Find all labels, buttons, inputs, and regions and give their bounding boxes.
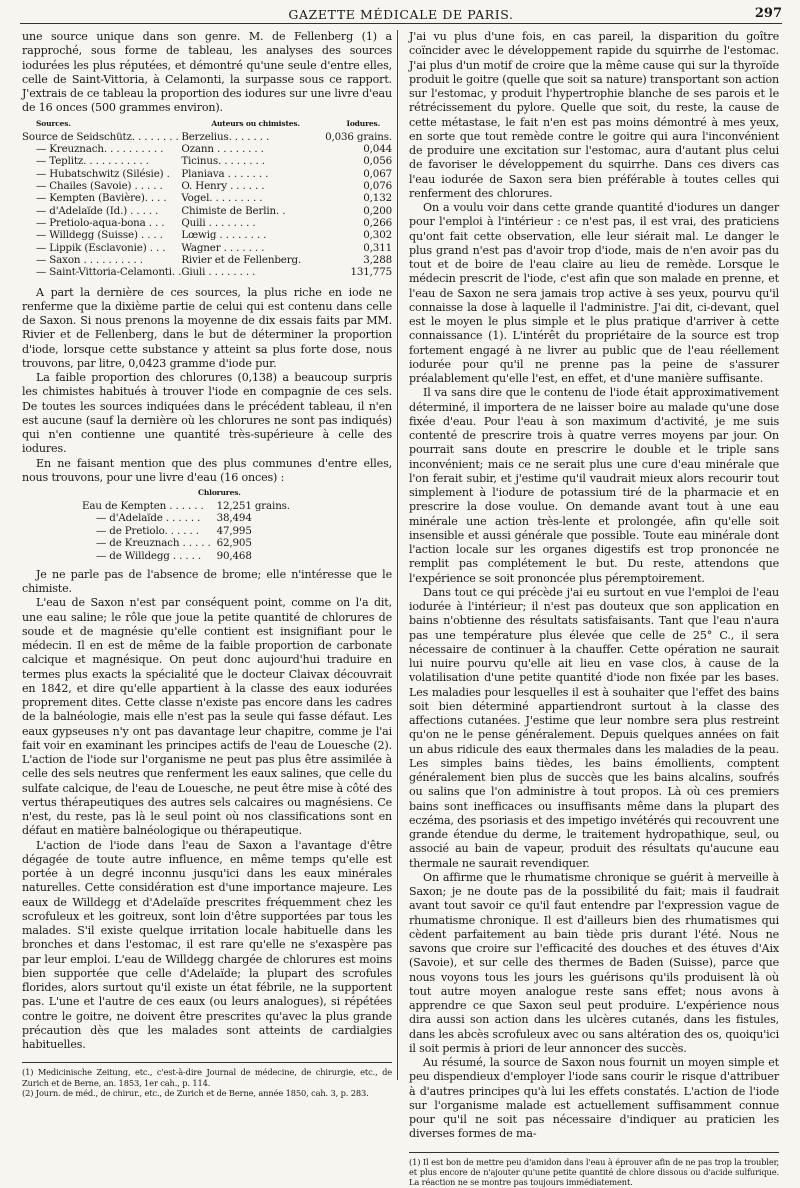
- source-cell: — Lippik (Esclavonie) . . .: [36, 241, 166, 254]
- author-cell: Quili . . . . . . . .: [181, 216, 256, 229]
- source-cell: — Kempten (Bavière). . . .: [36, 192, 167, 205]
- paragraph: L'eau de Saxon n'est par conséquent point, comme on l'a dit, une eau saline; le rôle que joue la petite quantité de chlorures de soude et de magnésie qu'elle contient est insignifiant pour le médecin. Il en est de même de la faible proportion de carbonate calcique et magnésique. On peut donc aujourd'hui traduire en termes plus exacts la spécialité que le docteur Claivax découvrait en 1842, et dire qu'elle appartient à la classe des eaux iodurées proprement dites. Cette classe n'existe pas encore dans les cadres de la balnéologie, mais elle n'est pas la seule qui fasse défaut. Les eaux gypseuses n'y ont pas davantage leur chapitre, comme je l'ai fait voir en examinant les principes actifs de l'eau de Louesche (2). L'action de l'iode sur l'organisme ne peut pas plus être assimilée à celle des sels neutres que renferment les eaux salines, que celle du sulfate calcique, de l'eau de Louesche, ne peut être mise à côté des vertus thérapeutiques des autres sels calcaires ou magnésiens. Ce n'est, du reste, pas là le seul point où nos classifications sont en défaut en matière balnéologique ou thérapeutique.: [22, 596, 392, 838]
- chloride-value-cell: 38,494: [216, 512, 252, 525]
- water-cell: — de Pretiolo. . . . . .: [96, 524, 199, 537]
- table-row: [82, 500, 290, 512]
- chloride-value-cell: 47,995: [216, 524, 252, 537]
- paragraph: On affirme que le rhumatisme chronique se guérit à merveille à Saxon; je ne doute pas de la possibilité du fait; mais il faudrait avant tout savoir ce qu'il faut entendre par l'expression vague de rhumatisme chronique. Il est d'ailleurs bien des rhumatismes qui cèdent parfaitement au bain tiède pris durant l'été. Nous ne savons que croire sur l'efficacité des douches et des étuves d'Aix (Savoie), et sur celle des thermes de Baden (Suisse), parce que nous voyons tous les jours les guérisons qu'ils produisent là où tout autre moyen analogue reste sans effet; nous avons à apprendre ce que Saxon seul peut produire. L'expérience nous dira aussi son action dans les ulcères cutanés, dans les fistules, dans les abcès scrofuleux avec ou sans altération des os, quoiqu'ici il soit permis à priori de leur annoncer des succès.: [409, 870, 779, 1055]
- footnote: (1) Il est bon de mettre peu d'amidon dans l'eau à éprouver afin de ne pas trop la troubler, et plus encore de n'ajouter qu'une petite quantité de chlore dissous ou d'acide sulfurique. La réaction ne se montre pas toujours immédiatement.: [409, 1156, 779, 1188]
- table-row: [22, 266, 392, 278]
- paragraph: J'ai vu plus d'une fois, en cas pareil, la disparition du goître coïncider avec le développement rapide du squirrhe de l'estomac. J'ai plus d'un motif de croire que la même cause qui sur la thyroïde produit le goitre (quelle que soit sa nature) transportant son action sur l'estomac, y produit l'hypertrophie blanche de ses parois et le rétrécissement du pylore. Quelle que soit, du reste, la cause de cette métastase, le fait n'en est pas moins démontré à mes yeux, en sorte que tout remède contre le goitre qui aura l'inconvénient de produire une excitation sur l'estomac, aura d'autant plus celui de favoriser le développement du squirrhe. Dans ces divers cas l'eau iodurée de Saxon sera bien préférable à toutes celles qui renferment des chlorures.: [409, 30, 779, 200]
- iodide-value-cell: 0,132: [363, 192, 392, 205]
- iodide-value-cell: 3,288: [363, 253, 392, 266]
- source-cell: — d'Adelaïde (Id.) . . . . .: [36, 204, 159, 217]
- source-cell: — Pretiolo-aqua-bona . . .: [36, 216, 165, 229]
- iodide-value-cell: 0,266: [363, 216, 392, 229]
- paragraph: Dans tout ce qui précède j'ai eu surtout en vue l'emploi de l'eau iodurée à l'intérieur; il n'est pas douteux que son application en bains n'obtienne des résultats satisfaisants. Tant que l'eau n'aura pas une température plus élevée que celle de 25° C., il sera nécessaire de continuer à la chauffer. Cette opération ne saurait lui nuire pourvu qu'elle ait lieu en vase clos, à cause de la volatilisation d'une petite quantité d'iode non fixée par les bases. Les maladies pour lesquelles il est à souhaiter que l'effet des bains soit bien déterminé appartiendront surtout à la classe des affections cutanées. J'estime que leur nombre sera plus restreint qu'on ne le pense généralement. Depuis quelques années on fait un abus ridicule des eaux thermales dans les maladies de la peau. Les simples bains tièdes, les bains émollients, comptent généralement bien plus de succès que les bains alcalins, soufrés ou salins que l'on administre à tout propos. Là où ces premiers bains sont inefficaces ou insuffisants même dans la plupart des eczéma, des psoriasis et des impetigo invétérés qui recouvrent une grande étendue du derme, le traitement hydropathique, seul, ou associé au bain de vapeur, produit des résultats qu'aucune eau thermale ne saurait revendiquer.: [409, 585, 779, 870]
- author-cell: Ozann . . . . . . . .: [181, 142, 264, 155]
- source-cell: — Saxon . . . . . . . . . .: [36, 253, 143, 266]
- author-cell: Wagner . . . . . . .: [181, 241, 265, 254]
- water-cell: — d'Adelaïde . . . . . .: [96, 512, 201, 525]
- table-row: [22, 180, 392, 192]
- paragraph: Je ne parle pas de l'absence de brome; elle n'intéresse que le chimiste.: [22, 567, 392, 596]
- page-number: 297: [754, 6, 782, 21]
- table-body: [82, 500, 290, 562]
- table-row: [22, 217, 392, 229]
- source-cell: — Teplitz. . . . . . . . . . .: [36, 155, 149, 168]
- chlorides-table: [22, 488, 392, 562]
- footnote: (1) Medicinische Zeitung, etc., c'est-à-dire Journal de médecine, de chirurgie, etc., de Zurich et de Berne, an. 1853, 1er cah., p. 114.: [22, 1067, 392, 1088]
- table-row: [22, 168, 392, 180]
- paragraph: En ne faisant mention que des plus communes d'entre elles, nous trouvons, pour une livre d'eau (16 onces) :: [22, 456, 392, 484]
- table-row: [22, 242, 392, 254]
- author-cell: Chimiste de Berlin. .: [181, 204, 286, 217]
- column-header: Sources.: [36, 118, 71, 128]
- author-cell: Vogel. . . . . . . . .: [181, 192, 263, 205]
- footnote: (2) Journ. de méd., de chirur., etc., de Zurich et de Berne, année 1850, cah. 3, p. 283.: [22, 1088, 369, 1099]
- table-header-row: [22, 119, 392, 131]
- author-cell: Berzelius. . . . . . .: [181, 130, 270, 143]
- source-cell: — Kreuznach. . . . . . . . . .: [36, 142, 164, 155]
- table-row: [82, 550, 290, 562]
- author-cell: Rivier et de Fellenberg.: [181, 253, 302, 266]
- chloride-value-cell: 12,251 grains.: [216, 500, 290, 513]
- table-row: [22, 205, 392, 217]
- author-cell: Lœwig . . . . . . . .: [181, 229, 267, 242]
- page-header: [20, 4, 782, 24]
- table-row: [22, 131, 392, 143]
- table-row: [22, 143, 392, 155]
- table-row: [22, 155, 392, 167]
- iodide-value-cell: 0,200: [363, 204, 392, 217]
- column-header: Auteurs ou chimistes.: [211, 118, 300, 128]
- source-cell: Source de Seidschütz. . . . . . . .: [22, 130, 179, 143]
- paragraph: L'action de l'iode dans l'eau de Saxon a l'avantage d'être dégagée de toute autre influence, en même temps qu'elle est portée à un degré inconnu jusqu'ici dans les eaux minérales naturelles. Cette considération est d'une importance majeure. Les eaux de Willdegg et d'Adelaïde prescrites fréquemment chez les scrofuleux et les goitreux, sont loin d'être supportées par tous les malades. S'il existe quelque irritation locale habituelle dans les bronches et dans l'estomac, il est rare qu'elle ne s'exaspère pas par leur emploi. L'eau de Willdegg chargée de chlorures est moins bien supportée que celle d'Adelaïde; la plupart des scrofules florides, alors surtout qu'il existe un état fébrile, ne la supportent pas. L'une et l'autre de ces eaux (ou leurs analogues), si répétées contre le goitre, ne doivent être prescrites qu'avec la plus grande précaution dès que les malades sont atteints de cardialgies habituelles.: [22, 838, 392, 1052]
- source-cell: — Chailes (Savoie) . . . . .: [36, 179, 163, 192]
- water-cell: — de Willdegg . . . . .: [96, 549, 201, 562]
- paragraph: Au résumé, la source de Saxon nous fournit un moyen simple et peu dispendieux d'employer l'iode sans courir le risque d'attribuer à d'autres principes qu'à lui les effets constatés. L'action de l'iode sur l'organisme malade est actuellement suffisamment connue pour qu'il ne soit pas nécessaire d'indiquer au praticien les diverses formes de ma-: [409, 1056, 779, 1141]
- table-body: [22, 131, 392, 279]
- footnote-rule: [409, 1152, 779, 1153]
- author-cell: Giuli . . . . . . . .: [181, 266, 256, 279]
- iodide-value-cell: 0,056: [363, 155, 392, 168]
- iodide-value-cell: 0,067: [363, 167, 392, 180]
- paragraph: une source unique dans son genre. M. de Fellenberg (1) a rapproché, sous forme de tableau, les analyses des sources iodurées les plus réputées, et démontré qu'une seule d'entre elles, celle de Saint-Vittoria, à Celamonti, la surpasse sous ce rapport. J'extrais de ce tableau la proportion des iodures sur une livre d'eau de 16 onces (500 grammes environ).: [22, 30, 392, 115]
- chloride-value-cell: 62,905: [216, 537, 252, 550]
- iodide-value-cell: 0,076: [363, 179, 392, 192]
- paragraph: On a voulu voir dans cette grande quantité d'iodures un danger pour l'emploi à l'intérieur : ce n'est pas, il est vrai, des praticiens qu'ont fait cette observation, elle leur siérait mal. Le danger le plus grand n'est pas d'avoir trop d'iode, mais de n'en avoir pas du tout et de boire de l'eau claire au lieu de remède. Lorsque le médecin prescrit de l'iode, c'est afin que son malade en prenne, et l'eau de Saxon ne sera jamais trop active à ses yeux, pourvu qu'il connaisse la dose à laquelle il l'administre. J'ai dit, ci-devant, quel est le moyen le plus simple et le plus pratique d'arriver à cette connaissance (1). L'intérêt du propriétaire de la source est trop fortement engagé à ne livrer au public que de l'eau réellement iodurée pour qu'il ne prenne pas la peine de s'assurer préalablement qu'elle l'est, en effet, et d'une manière suffisante.: [409, 201, 779, 385]
- iodide-value-cell: 0,044: [363, 142, 392, 155]
- table-row: [82, 525, 290, 537]
- table-row: [22, 254, 392, 266]
- source-cell: — Hubatschwitz (Silésie) .: [36, 167, 170, 180]
- author-cell: Ticinus. . . . . . . .: [181, 155, 265, 168]
- column-divider: [397, 30, 398, 1080]
- right-column: [409, 30, 779, 1188]
- water-cell: — de Kreuznach . . . . .: [96, 537, 211, 550]
- iodide-value-cell: 0,311: [363, 241, 392, 254]
- author-cell: Planiava . . . . . . .: [181, 167, 269, 180]
- author-cell: O. Henry . . . . . .: [181, 179, 265, 192]
- water-cell: Eau de Kempten . . . . . .: [82, 500, 204, 513]
- table-row: [22, 229, 392, 241]
- source-cell: — Willdegg (Suisse) . . . .: [36, 229, 163, 242]
- source-cell: — Saint-Vittoria-Celamonti. .: [36, 266, 182, 279]
- table-row: [22, 192, 392, 204]
- column-header: Chlorures.: [198, 488, 241, 498]
- chloride-value-cell: 90,468: [216, 549, 252, 562]
- paragraph: A part la dernière de ces sources, la plus riche en iode ne renferme que la dixième partie de celui qui est contenu dans celle de Saxon. Si nous prenons la moyenne de dix essais faits par MM. Rivier et de Fellenberg, dans le but de déterminer la proportion d'iode, lorsque cette substance y atteint sa plus forte dose, nous trouvons, par litre, 0,0423 gramme d'iode pur.: [22, 285, 392, 370]
- iodide-sources-table: [22, 119, 392, 279]
- table-row: [82, 537, 290, 549]
- journal-title: GAZETTE MÉDICALE DE PARIS.: [288, 7, 514, 22]
- iodide-value-cell: 0,036 grains.: [325, 130, 392, 143]
- iodide-value-cell: 131,775: [350, 266, 392, 279]
- paragraph: La faible proportion des chlorures (0,138) a beaucoup surpris les chimistes habitués à trouver l'iode en compagnie de ces sels. De toutes les sources indiquées dans le précédent tableau, il n'en est aucune (sauf la dernière où les chlorures ne sont pas indiqués) qui n'en contienne une quantité très-supérieure à celle des iodures.: [22, 371, 392, 456]
- column-header: Iodures.: [346, 118, 381, 128]
- table-row: [82, 512, 290, 524]
- iodide-value-cell: 0,302: [363, 229, 392, 242]
- left-column: [22, 30, 392, 1098]
- footnote-rule: [22, 1062, 392, 1063]
- paragraph: Il va sans dire que le contenu de l'iode était approximativement déterminé, il importera de ne laisser boire au malade qu'une dose fixée d'eau. Pour l'eau à son maximum d'activité, je me suis contenté de prescrire trois à quatre verres moyens par jour. On pourrait sans doute en prescrire le double et le triple sans inconvénient; mais ce ne serait plus une cure d'eau minérale que l'on ferait subir, et j'estime qu'il vaudrait mieux alors recourir tout simplement à l'iodure de potassium tiré de la pharmacie et en prescrire la dose voulue. On demande avant tout à une eau minérale une action très-lente et prolongée, afin qu'elle soit insensible et aussi générale que possible. Toute eau minérale dont l'action locale sur les organes digestifs est trop prononcée ne remplit pas complétement le but. Du reste, attendons que l'expérience se soit prononcée plus péremptoirement.: [409, 386, 779, 585]
